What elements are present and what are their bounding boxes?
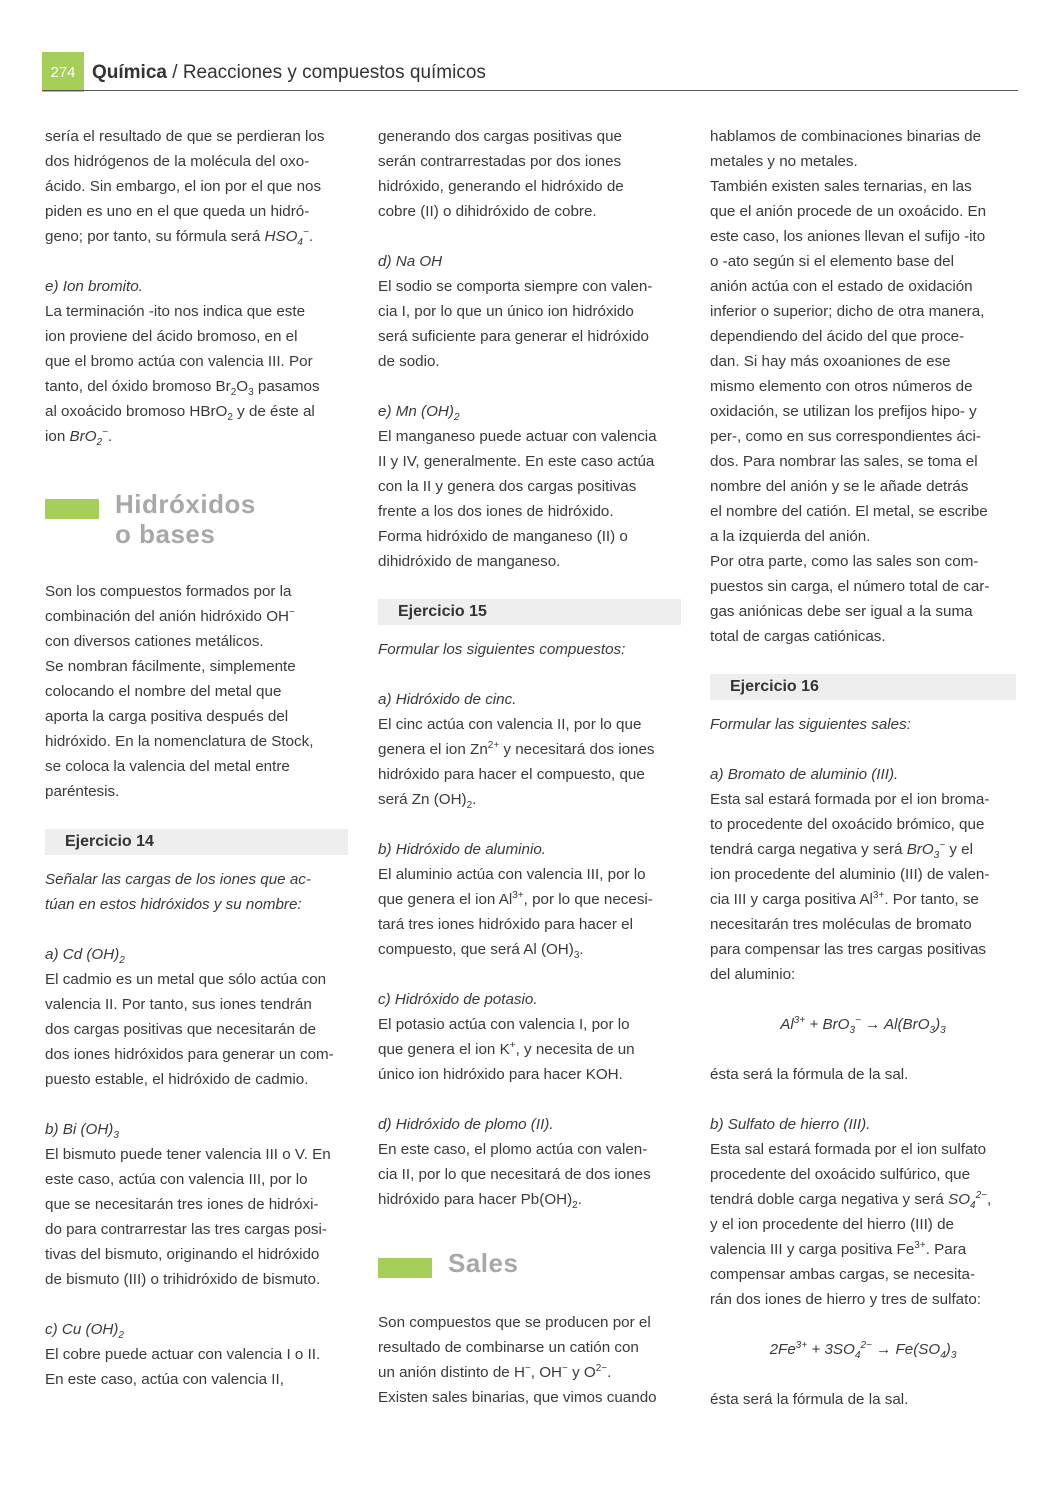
text-line: dihidróxido de manganeso. <box>378 553 561 570</box>
section-bar <box>378 1258 432 1278</box>
column-1 <box>45 124 348 1392</box>
text-line: al oxoácido bromoso HBrO$_2$ y de éste al <box>45 403 315 424</box>
text-line: La terminación -ito nos indica que este <box>45 303 306 320</box>
item-title: a) Bromato de aluminio (III). <box>710 766 899 783</box>
text-line: El aluminio actúa con valencia III, por lo <box>378 866 646 883</box>
text-line: que el anión procede de un oxoácido. En <box>710 203 987 220</box>
text-line: tará tres iones hidróxido para hacer el <box>378 916 633 933</box>
text-line: El sodio se comporta siempre con valen- <box>378 278 653 295</box>
item-title: a) Cd $(OH)_2$ <box>45 946 125 967</box>
running-head <box>92 62 486 84</box>
text-line: ésta será la fórmula de la sal. <box>710 1391 909 1408</box>
exercise-15-heading: Ejercicio 15 <box>378 599 681 625</box>
text-line: generando dos cargas positivas que <box>378 128 623 145</box>
text-line: Esta sal estará formada por el ion broma- <box>710 791 990 808</box>
text-line: este caso, los aniones llevan el sufijo -ito <box>710 228 986 245</box>
text-line: que el bromo actúa con valencia III. Por <box>45 353 313 370</box>
column-2 <box>378 124 681 1410</box>
text-line: a la izquierda del anión. <box>710 528 871 545</box>
text-line: dos iones hidróxidos para generar un com- <box>45 1046 334 1063</box>
section-heading-hidroxidos <box>45 489 348 559</box>
text-line: oxidación, se utilizan los prefijos hipo- y <box>710 403 977 420</box>
exercise-prompt: Señalar las cargas de los iones que ac- <box>45 871 311 888</box>
text-line: dos cargas positivas que necesitarán de <box>45 1021 317 1038</box>
text-line: un anión distinto de H−, OH− y $O^{2-}$. <box>378 1362 612 1381</box>
text-line: El cadmio es un metal que sólo actúa con <box>45 971 327 988</box>
text-line: geno; por tanto, su fórmula será $HSO_4^-$. <box>45 226 314 249</box>
item-title: b) Bi $(OH)_3$ <box>45 1121 119 1142</box>
text-line: tendrá carga negativa y será BrO$_3$− y el <box>710 839 973 862</box>
text-line: ésta será la fórmula de la sal. <box>710 1066 909 1083</box>
item-title: c) Cu $(OH)_2$ <box>45 1321 124 1342</box>
text-line: compensar ambas cargas, se necesita- <box>710 1266 976 1283</box>
text-line: tivas del bismuto, originando el hidróxido <box>45 1246 320 1263</box>
text-line: Son los compuestos formados por la <box>45 583 292 600</box>
text-line: resultado de combinarse un catión con <box>378 1339 639 1356</box>
item-title: d) Na OH <box>378 253 443 270</box>
text-line: hidróxido, generando el hidróxido de <box>378 178 624 195</box>
text-line: metales y no metales. <box>710 153 858 170</box>
section-title-2: o bases <box>115 519 216 549</box>
header-rule <box>42 90 1018 91</box>
text-line: el nombre del catión. El metal, se escribe <box>710 503 988 520</box>
text-line: cia I, por lo que un único ion hidróxido <box>378 303 634 320</box>
text-line: con la II y genera dos cargas positivas <box>378 478 637 495</box>
text-line: II y IV, generalmente. En este caso actúa <box>378 453 655 470</box>
text-line: También existen sales ternarias, en las <box>710 178 972 195</box>
section-title: Sales <box>448 1248 519 1278</box>
text-line: ácido. Sin embargo, el ion por el que nos <box>45 178 322 195</box>
text-line: anión actúa con el estado de oxidación <box>710 278 973 295</box>
text-line: que se necesitarán tres iones de hidróxi- <box>45 1196 319 1213</box>
text-line: este caso, actúa con valencia III, por lo <box>45 1171 308 1188</box>
column-3 <box>710 124 1016 1412</box>
text-line: que genera el ion $Al^{3+}$, por lo que necesi- <box>378 889 653 908</box>
exercise-16-heading: Ejercicio 16 <box>710 674 1016 700</box>
text-line: aporta la carga positiva después del <box>45 708 289 725</box>
item-title: d) Hidróxido de plomo (II). <box>378 1116 554 1133</box>
text-line: sería el resultado de que se perdieran los <box>45 128 325 145</box>
text-line: valencia II. Por tanto, sus iones tendrán <box>45 996 312 1013</box>
text-line: con diversos cationes metálicos. <box>45 633 264 650</box>
text-line: cia III y carga positiva $Al^{3+}$. Por tanto, se <box>710 889 979 908</box>
text-line: que genera el ion K+, y necesita de un <box>378 1039 635 1058</box>
exercise-14-heading: Ejercicio 14 <box>45 829 348 855</box>
text-line: Se nombran fácilmente, simplemente <box>45 658 296 675</box>
text-line: nombre del anión y se le añade detrás <box>710 478 969 495</box>
text-line: ion proviene del ácido bromoso, en el <box>45 328 298 345</box>
text-line: dependiendo del ácido del que proce- <box>710 328 965 345</box>
running-head-chapter: Reacciones y compuestos químicos <box>182 62 486 83</box>
text-line: El bismuto puede tener valencia III o V. En <box>45 1146 331 1163</box>
exercise-prompt: Formular las siguientes sales: <box>710 716 911 733</box>
page-number: 274 <box>42 52 84 92</box>
text-line: valencia III y carga positiva $Fe^{3+}$. Para <box>710 1239 967 1258</box>
text-line: para compensar las tres cargas positivas <box>710 941 987 958</box>
text-line: El cinc actúa con valencia II, por lo que <box>378 716 642 733</box>
text-line: per-, como en sus correspondientes áci- <box>710 428 981 445</box>
text-line: Son compuestos que se producen por el <box>378 1314 651 1331</box>
page-header <box>0 0 1058 100</box>
text-line: será suficiente para generar el hidróxido <box>378 328 650 345</box>
text-line: gas aniónicas debe ser igual a la suma <box>710 603 973 620</box>
text-line: se coloca la valencia del metal entre <box>45 758 290 775</box>
text-line: puesto estable, el hidróxido de cadmio. <box>45 1071 309 1088</box>
section-heading-sales <box>378 1248 681 1288</box>
text-line: y el ion procedente del hierro (III) de <box>710 1216 954 1233</box>
text-line: El potasio actúa con valencia I, por lo <box>378 1016 630 1033</box>
text-line: Por otra parte, como las sales son com- <box>710 553 979 570</box>
text-line: En este caso, actúa con valencia II, <box>45 1371 284 1388</box>
text-line: En este caso, el plomo actúa con valen- <box>378 1141 648 1158</box>
text-line: dos. Para nombrar las sales, se toma el <box>710 453 978 470</box>
text-line: cia II, por lo que necesitará de dos iones <box>378 1166 651 1183</box>
text-line: de bismuto (III) o trihidróxido de bismuto. <box>45 1271 321 1288</box>
text-line: será Zn $(OH)_2$. <box>378 791 477 812</box>
text-line: do para contrarrestar las tres cargas posi- <box>45 1221 327 1238</box>
section-bar <box>45 499 99 519</box>
text-line: o -ato según si el elemento base del <box>710 253 955 270</box>
text-line: to procedente del oxoácido brómico, que <box>710 816 985 833</box>
equation-sulfato: $2Fe^{3+} + 3SO_4^{2-} \to Fe(SO_4)_3$ <box>769 1339 957 1362</box>
running-head-subject: Química <box>92 62 167 83</box>
exercise-prompt: túan en estos hidróxidos y su nombre: <box>45 896 302 913</box>
text-line: El cobre puede actuar con valencia I o II. <box>45 1346 321 1363</box>
text-line: ion procedente del aluminio (III) de valen- <box>710 866 990 883</box>
text-line: necesitarán tres moléculas de bromato <box>710 916 972 933</box>
text-line: de sodio. <box>378 353 440 370</box>
text-line: colocando el nombre del metal que <box>45 683 282 700</box>
exercise-prompt: Formular los siguientes compuestos: <box>378 641 626 658</box>
equation-bromato: $Al^{3+} + BrO_3^- \to Al(BrO_3)_3$ <box>780 1014 946 1037</box>
text-line: combinación del anión hidróxido OH− <box>45 606 295 625</box>
text-line: total de cargas catiónicas. <box>710 628 886 645</box>
text-line: hidróxido para hacer el compuesto, que <box>378 766 645 783</box>
text-line: hidróxido para hacer $Pb(OH)_2$. <box>378 1191 582 1212</box>
text-line: dan. Si hay más oxoaniones de ese <box>710 353 951 370</box>
text-line: Forma hidróxido de manganeso (II) o <box>378 528 628 545</box>
item-title: c) Hidróxido de potasio. <box>378 991 538 1008</box>
section-title: Hidróxidos <box>115 489 256 519</box>
text-line: dos hidrógenos de la molécula del oxo- <box>45 153 310 170</box>
text-line: ion BrO$_2$−. <box>45 426 113 449</box>
text-line: Esta sal estará formada por el ion sulfato <box>710 1141 987 1158</box>
item-title: b) Hidróxido de aluminio. <box>378 841 546 858</box>
text-line: puestos sin carga, el número total de car- <box>710 578 990 595</box>
item-title: a) Hidróxido de cinc. <box>378 691 517 708</box>
item-title: b) Sulfato de hierro (III). <box>710 1116 871 1133</box>
item-title: e) Mn $(OH)_2$ <box>378 403 460 424</box>
text-line: mismo elemento con otros números de <box>710 378 973 395</box>
text-line: piden es uno en el que queda un hidró- <box>45 203 310 220</box>
text-line: único ion hidróxido para hacer KOH. <box>378 1066 623 1083</box>
text-line: compuesto, que será Al $(OH)_3$. <box>378 941 584 962</box>
text-line: inferior o superior; dicho de otra manera, <box>710 303 985 320</box>
text-line: frente a los dos iones de hidróxido. <box>378 503 614 520</box>
formula-bro2: BrO$_2$− <box>69 426 108 449</box>
text-line: genera el ion $Zn^{2+}$ y necesitará dos iones <box>378 739 655 758</box>
text-line: Existen sales binarias, que vimos cuando <box>378 1389 657 1406</box>
formula-hso4: $HSO_4^-$ <box>264 226 309 249</box>
text-line: del aluminio: <box>710 966 796 983</box>
text-line: cobre (II) o dihidróxido de cobre. <box>378 203 597 220</box>
text-line: paréntesis. <box>45 783 120 800</box>
text-line: procedente del oxoácido sulfúrico, que <box>710 1166 971 1183</box>
item-title: e) Ion bromito. <box>45 278 143 295</box>
text-line: tanto, del óxido bromoso $Br_2O_3$ pasamos <box>45 378 320 399</box>
text-line: serán contrarrestadas por dos iones <box>378 153 622 170</box>
running-head-separator: / <box>166 62 183 83</box>
text-line: tendrá doble carga negativa y será $SO_4^{2-}$, <box>710 1189 992 1212</box>
text-line: hidróxido. En la nomenclatura de Stock, <box>45 733 314 750</box>
text-line: hablamos de combinaciones binarias de <box>710 128 982 145</box>
text-line: rán dos iones de hierro y tres de sulfato: <box>710 1291 981 1308</box>
text-line: El manganeso puede actuar con valencia <box>378 428 657 445</box>
